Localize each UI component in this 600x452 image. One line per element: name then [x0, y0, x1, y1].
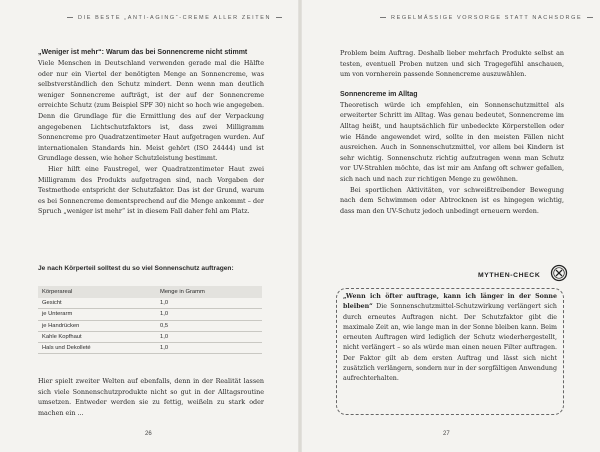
right-running-head: REGELMÄSSIGE VORSORGE STATT NACHSORGE: [375, 15, 598, 21]
table-cell: Hals und Dekolleté: [38, 343, 156, 354]
table-row: [38, 309, 262, 320]
left-page-number: 26: [145, 431, 152, 437]
left-body-top: [38, 48, 264, 217]
table-cell: 1,0: [156, 309, 262, 320]
table-cell: Gesicht: [38, 298, 156, 309]
myth-check-label: MYTHEN-CHECK: [478, 272, 541, 279]
table-cell: je Handrücken: [38, 320, 156, 331]
table-cell: 0,5: [156, 320, 262, 331]
right-page-number: 27: [443, 431, 450, 437]
left-section-title: „Weniger ist mehr“: Warum das bei Sonnencreme nicht stimmt: [38, 49, 248, 56]
right-paragraph-1: Theoretisch würde ich empfehlen, ein Sonnenschutzmittel als erweiterter Schritt im Alltag. Was genau bedeutet, Sonnencreme im Alltag heißt, und hauptsächlich für unbedeckte Körperstellen oder wie Hände angewendet wird, sollte in den meisten Fällen nicht ausreichen. Auch in Sonnenschutzmittel, vor allem bei Kindern ist sehr wichtig. Sonnenschutz richtig aufzutragen wenn man Schutz vor UV-Strahlen möchte, das ist mir am Anfang oft schwer gefallen, sich nach und nach zur richtigen Menge zu gewöhnen.: [340, 100, 564, 183]
left-running-head: DIE BESTE „ANTI-AGING“-CREME ALLER ZEITEN: [62, 15, 287, 21]
table-cell: je Unterarm: [38, 309, 156, 320]
right-section-title: Sonnencreme im Alltag: [340, 90, 418, 98]
myth-body: Die Sonnenschutzmittel-Schutzwirkung verlängert sich durch erneutes Auftragen nicht. Der Schutzfaktor gibt die maximale Zeit an, wie lange man in der Sonne bleiben kann. Beim erneuten Auftragen wird lediglich der Schutz wiederhergestellt, nicht verlängert – so als würde man einen neuen Filter auftragen. Der Faktor gilt ab dem ersten Auftrag und lässt sich nicht zusätzlich verlängern, sondern nur in der sorgfältigen Anwendung aufrechterhalten.: [343, 303, 557, 383]
left-paragraph-3: Hier spielt zweiter Welten auf ebenfalls, denn in der Realität lassen sich viele Sonnenschutzprodukte nicht so gut in der Alltagsroutine umsetzen. Entweder werden sie zu fettig, weißeln zu stark oder machen ein ...: [38, 377, 264, 417]
right-body-top: [340, 48, 564, 216]
right-page: [300, 0, 600, 452]
right-paragraph-2: Bei sportlichen Aktivitäten, vor schweißtreibender Bewegung nach dem Schwimmen oder Abtrocknen ist es hingegen wichtig, dass man den UV-Schutz jedoch unbedingt erneuern werden.: [340, 185, 564, 215]
myth-lead: „Wenn ich öfter auftrage, kann ich länger in der Sonne bleiben“: [343, 293, 557, 311]
table-header-area: Körperareal: [38, 286, 156, 298]
table-header-amount: Menge in Gramm: [156, 286, 262, 298]
left-paragraph-1: Viele Menschen in Deutschland verwenden gerade mal die Hälfte oder nur ein Viertel der benötigten Menge an Sonnencreme, was selbstverständlich den Schutz mindert. Denn wenn man deutlich weniger Sonnencreme aufträgt, ist der auf der Sonnencreme erreichte Schutz (zum Beispiel SPF 30) nicht so hoch wie angegeben. Denn die Grundlage für die Ermittlung des auf der Verpackung angegebenen Lichtschutzfaktors ist, dass zwei Milligramm Sonnencreme pro Quadratzentimeter Haut aufgetragen wurden. Auf internationalen Standards hin. Meist gehört (ISO 24444) und ist Grundlage dessen, wie hoher Schutzleistung bestimmt.: [38, 59, 264, 163]
table-cell: 1,0: [156, 331, 262, 342]
table-cell: 1,0: [156, 343, 262, 354]
left-paragraph-2: Hier hilft eine Faustregel, wer Quadratzentimeter Haut zwei Milligramm des Produkts aufgetragen sind, nach Vorgaben der Testmethode entspricht der Schutzfaktor. Das ist der Grund, warum es bei Sonnencreme dementsprechend auf die Menge ankommt – der Spruch „weniger ist mehr“ ist in diesem Fall daher fehl am Platz.: [38, 164, 264, 216]
myth-check-x-icon: [550, 264, 568, 282]
table-row: [38, 331, 262, 342]
table-row: [38, 298, 262, 309]
table-cell: Kahle Kopfhaut: [38, 331, 156, 342]
table-row: [38, 343, 262, 354]
myth-check-text: [343, 292, 557, 385]
right-paragraph-top: Problem beim Auftrag. Deshalb lieber mehrfach Produkte selbst an testen, eventuell Proben nutzen und sich Tragegefühl anschauen, um von vornherein passende Sonnencreme auszuwählen.: [340, 49, 564, 79]
sunscreen-amount-table: [38, 286, 262, 354]
table-cell: 1,0: [156, 298, 262, 309]
table-row: [38, 320, 262, 331]
table-intro: Je nach Körperteil solltest du so viel Sonnenschutz auftragen:: [38, 265, 234, 272]
